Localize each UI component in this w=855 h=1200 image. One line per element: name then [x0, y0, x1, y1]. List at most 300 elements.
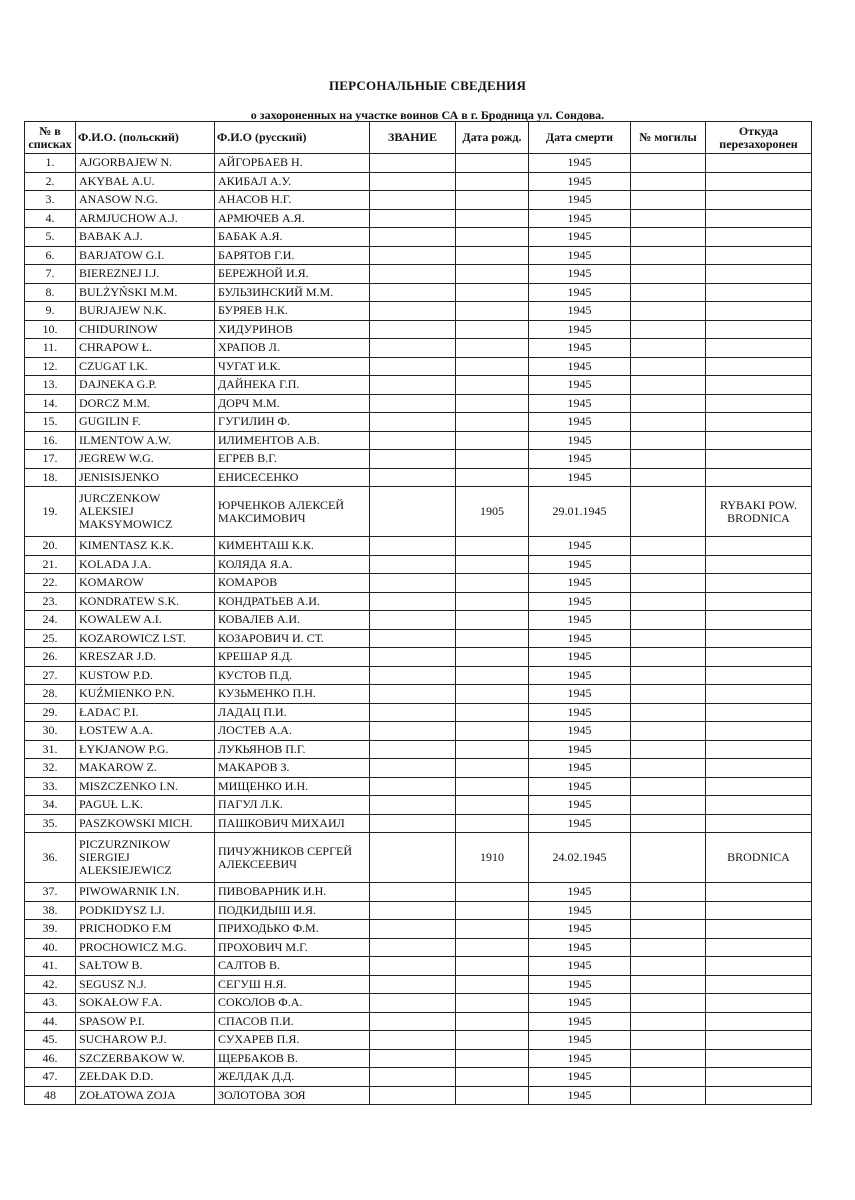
cell-name-pl: AKYBAŁ A.U. [76, 172, 215, 191]
cell-rank [370, 938, 456, 957]
table-row [25, 611, 812, 630]
cell-death: 1945 [529, 740, 631, 759]
cell-origin [706, 394, 812, 413]
cell-num: 28. [25, 685, 76, 704]
cell-birth [456, 611, 529, 630]
table-row [25, 975, 812, 994]
cell-name-ru: ПИЧУЖНИКОВ СЕРГЕЙ АЛЕКСЕЕВИЧ [215, 833, 370, 883]
cell-origin [706, 920, 812, 939]
table-row [25, 431, 812, 450]
cell-num: 11. [25, 339, 76, 358]
cell-origin [706, 994, 812, 1013]
cell-grave [631, 611, 706, 630]
col-header-birth: Дата рожд. [456, 122, 529, 154]
cell-grave [631, 209, 706, 228]
cell-num: 31. [25, 740, 76, 759]
cell-grave [631, 574, 706, 593]
cell-birth [456, 555, 529, 574]
cell-name-ru: БЕРЕЖНОЙ И.Я. [215, 265, 370, 284]
table-row [25, 920, 812, 939]
cell-death: 1945 [529, 629, 631, 648]
cell-name-pl: PASZKOWSKI MICH. [76, 814, 215, 833]
cell-rank [370, 796, 456, 815]
cell-name-pl: PICZURZNIKOW SIERGIEJ ALEKSIEJEWICZ [76, 833, 215, 883]
cell-birth [456, 648, 529, 667]
cell-grave [631, 1031, 706, 1050]
cell-rank [370, 666, 456, 685]
cell-origin [706, 1049, 812, 1068]
cell-name-pl: KIMENTASZ K.K. [76, 537, 215, 556]
table-row [25, 666, 812, 685]
cell-num: 18. [25, 468, 76, 487]
cell-num: 14. [25, 394, 76, 413]
cell-origin [706, 740, 812, 759]
cell-name-ru: ПРИХОДЬКО Ф.М. [215, 920, 370, 939]
cell-num: 21. [25, 555, 76, 574]
cell-name-pl: BARJATOW G.I. [76, 246, 215, 265]
table-row [25, 209, 812, 228]
cell-name-pl: KRESZAR J.D. [76, 648, 215, 667]
cell-grave [631, 592, 706, 611]
cell-name-pl: SEGUSZ N.J. [76, 975, 215, 994]
cell-birth: 1905 [456, 487, 529, 537]
table-row [25, 957, 812, 976]
cell-name-ru: КОНДРАТЬЕВ А.И. [215, 592, 370, 611]
cell-grave [631, 537, 706, 556]
table-row [25, 468, 812, 487]
cell-grave [631, 357, 706, 376]
cell-name-ru: БУРЯЕВ Н.К. [215, 302, 370, 321]
cell-name-pl: PIWOWARNIK I.N. [76, 883, 215, 902]
cell-death: 1945 [529, 1012, 631, 1031]
cell-name-ru: ХРАПОВ Л. [215, 339, 370, 358]
table-row [25, 1086, 812, 1105]
cell-grave [631, 413, 706, 432]
table-header-row [25, 122, 812, 154]
cell-birth [456, 265, 529, 284]
cell-origin [706, 957, 812, 976]
cell-death: 1945 [529, 555, 631, 574]
cell-grave [631, 450, 706, 469]
cell-death: 1945 [529, 1086, 631, 1105]
cell-origin [706, 265, 812, 284]
cell-origin [706, 246, 812, 265]
cell-rank [370, 975, 456, 994]
cell-name-ru: СПАСОВ П.И. [215, 1012, 370, 1031]
cell-name-ru: ИЛИМЕНТОВ А.В. [215, 431, 370, 450]
cell-grave [631, 901, 706, 920]
cell-name-ru: ПАГУЛ Л.К. [215, 796, 370, 815]
cell-death: 1945 [529, 339, 631, 358]
cell-birth [456, 1086, 529, 1105]
cell-num: 8. [25, 283, 76, 302]
table-row [25, 938, 812, 957]
cell-birth [456, 537, 529, 556]
cell-grave [631, 191, 706, 210]
cell-birth [456, 376, 529, 395]
cell-name-ru: ЩЕРБАКОВ В. [215, 1049, 370, 1068]
cell-grave [631, 1012, 706, 1031]
cell-rank [370, 487, 456, 537]
table-row [25, 283, 812, 302]
cell-death: 1945 [529, 357, 631, 376]
cell-death: 1945 [529, 246, 631, 265]
cell-rank [370, 431, 456, 450]
cell-num: 38. [25, 901, 76, 920]
cell-name-pl: KUSTOW P.D. [76, 666, 215, 685]
cell-grave [631, 154, 706, 173]
cell-name-ru: МИЩЕНКО И.Н. [215, 777, 370, 796]
cell-origin [706, 685, 812, 704]
table-row [25, 777, 812, 796]
cell-rank [370, 191, 456, 210]
cell-rank [370, 154, 456, 173]
cell-birth [456, 172, 529, 191]
cell-rank [370, 1049, 456, 1068]
table-row [25, 394, 812, 413]
cell-grave [631, 339, 706, 358]
cell-rank [370, 703, 456, 722]
cell-origin [706, 537, 812, 556]
cell-birth [456, 994, 529, 1013]
cell-origin [706, 796, 812, 815]
cell-death: 1945 [529, 883, 631, 902]
table-row [25, 302, 812, 321]
cell-num: 47. [25, 1068, 76, 1087]
cell-rank [370, 1012, 456, 1031]
cell-rank [370, 537, 456, 556]
cell-origin [706, 468, 812, 487]
table-row [25, 722, 812, 741]
cell-name-ru: КРЕШАР Я.Д. [215, 648, 370, 667]
table-row [25, 592, 812, 611]
cell-origin [706, 648, 812, 667]
cell-rank [370, 209, 456, 228]
cell-rank [370, 611, 456, 630]
table-row [25, 228, 812, 247]
cell-name-pl: MISZCZENKO I.N. [76, 777, 215, 796]
table-row [25, 537, 812, 556]
cell-name-pl: ILMENTOW A.W. [76, 431, 215, 450]
table-row [25, 1031, 812, 1050]
cell-birth: 1910 [456, 833, 529, 883]
cell-origin [706, 938, 812, 957]
cell-name-ru: ПОДКИДЫШ И.Я. [215, 901, 370, 920]
cell-name-ru: ГУГИЛИН Ф. [215, 413, 370, 432]
cell-name-ru: КУЗЬМЕНКО П.Н. [215, 685, 370, 704]
burial-table [24, 121, 812, 1105]
cell-birth [456, 357, 529, 376]
cell-grave [631, 394, 706, 413]
cell-name-ru: ЮРЧЕНКОВ АЛЕКСЕЙ МАКСИМОВИЧ [215, 487, 370, 537]
cell-name-pl: SUCHAROW P.J. [76, 1031, 215, 1050]
cell-name-pl: PROCHOWICZ M.G. [76, 938, 215, 957]
col-header-origin: Откуда перезахоронен [706, 122, 812, 154]
cell-num: 5. [25, 228, 76, 247]
cell-death: 1945 [529, 228, 631, 247]
cell-birth [456, 154, 529, 173]
cell-name-ru: КОЛЯДА Я.А. [215, 555, 370, 574]
cell-birth [456, 228, 529, 247]
cell-num: 2. [25, 172, 76, 191]
cell-origin: BRODNICA [706, 833, 812, 883]
cell-num: 13. [25, 376, 76, 395]
table-row [25, 265, 812, 284]
table-row [25, 1012, 812, 1031]
cell-grave [631, 228, 706, 247]
table-row [25, 648, 812, 667]
cell-death: 1945 [529, 592, 631, 611]
cell-death: 1945 [529, 450, 631, 469]
cell-birth [456, 629, 529, 648]
cell-name-ru: АЙГОРБАЕВ Н. [215, 154, 370, 173]
cell-grave [631, 796, 706, 815]
cell-birth [456, 975, 529, 994]
cell-num: 20. [25, 537, 76, 556]
cell-num: 41. [25, 957, 76, 976]
cell-num: 29. [25, 703, 76, 722]
cell-birth [456, 394, 529, 413]
cell-name-ru: СУХАРЕВ П.Я. [215, 1031, 370, 1050]
cell-name-pl: KOZAROWICZ I.ST. [76, 629, 215, 648]
cell-rank [370, 413, 456, 432]
cell-name-pl: KOLADA J.A. [76, 555, 215, 574]
cell-name-ru: КИМЕНТАШ К.К. [215, 537, 370, 556]
table-row [25, 413, 812, 432]
cell-death: 1945 [529, 283, 631, 302]
cell-death: 1945 [529, 703, 631, 722]
cell-grave [631, 759, 706, 778]
cell-name-pl: PAGUŁ L.K. [76, 796, 215, 815]
cell-rank [370, 740, 456, 759]
cell-rank [370, 833, 456, 883]
cell-birth [456, 283, 529, 302]
cell-num: 42. [25, 975, 76, 994]
cell-grave [631, 555, 706, 574]
cell-num: 30. [25, 722, 76, 741]
table-row [25, 246, 812, 265]
cell-name-ru: ЛАДАЦ П.И. [215, 703, 370, 722]
cell-grave [631, 648, 706, 667]
cell-name-ru: КОЗАРОВИЧ И. СТ. [215, 629, 370, 648]
cell-birth [456, 722, 529, 741]
cell-death: 1945 [529, 666, 631, 685]
cell-name-pl: GUGILIN F. [76, 413, 215, 432]
cell-name-ru: ПИВОВАРНИК И.Н. [215, 883, 370, 902]
cell-origin [706, 339, 812, 358]
cell-grave [631, 468, 706, 487]
cell-rank [370, 574, 456, 593]
table-row [25, 814, 812, 833]
cell-rank [370, 302, 456, 321]
table-row [25, 759, 812, 778]
cell-rank [370, 648, 456, 667]
cell-rank [370, 394, 456, 413]
cell-name-pl: ANASOW N.G. [76, 191, 215, 210]
col-header-death: Дата смерти [529, 122, 631, 154]
cell-grave [631, 376, 706, 395]
cell-name-pl: BURJAJEW N.K. [76, 302, 215, 321]
table-row [25, 320, 812, 339]
cell-name-ru: БУЛЬЗИНСКИЙ М.М. [215, 283, 370, 302]
cell-num: 7. [25, 265, 76, 284]
cell-death: 1945 [529, 648, 631, 667]
cell-num: 15. [25, 413, 76, 432]
cell-num: 24. [25, 611, 76, 630]
cell-origin [706, 283, 812, 302]
cell-rank [370, 265, 456, 284]
cell-birth [456, 920, 529, 939]
cell-num: 22. [25, 574, 76, 593]
cell-num: 32. [25, 759, 76, 778]
cell-origin [706, 431, 812, 450]
cell-grave [631, 629, 706, 648]
cell-birth [456, 468, 529, 487]
cell-num: 4. [25, 209, 76, 228]
cell-birth [456, 246, 529, 265]
cell-birth [456, 685, 529, 704]
table-row [25, 376, 812, 395]
cell-death: 1945 [529, 777, 631, 796]
cell-death: 29.01.1945 [529, 487, 631, 537]
cell-death: 1945 [529, 265, 631, 284]
cell-num: 45. [25, 1031, 76, 1050]
cell-name-pl: SZCZERBAKOW W. [76, 1049, 215, 1068]
cell-birth [456, 1012, 529, 1031]
cell-death: 1945 [529, 431, 631, 450]
cell-num: 10. [25, 320, 76, 339]
cell-birth [456, 1031, 529, 1050]
cell-grave [631, 487, 706, 537]
cell-name-pl: JEGREW W.G. [76, 450, 215, 469]
cell-origin [706, 611, 812, 630]
cell-name-pl: SOKAŁOW F.A. [76, 994, 215, 1013]
cell-name-pl: AJGORBAJEW N. [76, 154, 215, 173]
cell-name-pl: JENISISJENKO [76, 468, 215, 487]
cell-rank [370, 994, 456, 1013]
table-body [25, 154, 812, 1105]
cell-origin [706, 574, 812, 593]
cell-origin [706, 172, 812, 191]
cell-name-pl: SPASOW P.I. [76, 1012, 215, 1031]
cell-death: 1945 [529, 759, 631, 778]
cell-birth [456, 320, 529, 339]
cell-rank [370, 1068, 456, 1087]
cell-death: 1945 [529, 1031, 631, 1050]
cell-rank [370, 777, 456, 796]
cell-grave [631, 666, 706, 685]
cell-name-ru: КОВАЛЕВ А.И. [215, 611, 370, 630]
cell-num: 12. [25, 357, 76, 376]
cell-num: 16. [25, 431, 76, 450]
cell-birth [456, 814, 529, 833]
table-row [25, 1049, 812, 1068]
cell-num: 36. [25, 833, 76, 883]
cell-origin [706, 592, 812, 611]
cell-birth [456, 883, 529, 902]
cell-grave [631, 265, 706, 284]
cell-origin [706, 722, 812, 741]
cell-num: 37. [25, 883, 76, 902]
cell-name-pl: MAKAROW Z. [76, 759, 215, 778]
cell-name-ru: ПРОХОВИЧ М.Г. [215, 938, 370, 957]
cell-num: 3. [25, 191, 76, 210]
cell-origin [706, 320, 812, 339]
cell-name-pl: SAŁTOW B. [76, 957, 215, 976]
cell-rank [370, 1031, 456, 1050]
cell-origin [706, 357, 812, 376]
page-subtitle: о захороненных на участке воинов СА в г. Бродница ул. Сондова. [250, 108, 605, 122]
table-row [25, 703, 812, 722]
cell-rank [370, 320, 456, 339]
cell-name-pl: JURCZENKOW ALEKSIEJ MAKSYMOWICZ [76, 487, 215, 537]
cell-origin [706, 376, 812, 395]
cell-origin [706, 883, 812, 902]
cell-num: 48 [25, 1086, 76, 1105]
cell-origin [706, 629, 812, 648]
cell-death: 1945 [529, 975, 631, 994]
cell-name-pl: ŁOSTEW A.A. [76, 722, 215, 741]
cell-rank [370, 376, 456, 395]
cell-num: 35. [25, 814, 76, 833]
cell-origin [706, 777, 812, 796]
cell-num: 27. [25, 666, 76, 685]
cell-death: 1945 [529, 154, 631, 173]
table-row [25, 1068, 812, 1087]
cell-grave [631, 1086, 706, 1105]
cell-rank [370, 339, 456, 358]
cell-origin [706, 1031, 812, 1050]
table-row [25, 574, 812, 593]
cell-grave [631, 1049, 706, 1068]
table-row [25, 685, 812, 704]
cell-name-ru: СОКОЛОВ Ф.А. [215, 994, 370, 1013]
cell-birth [456, 759, 529, 778]
cell-name-ru: БАБАК А.Я. [215, 228, 370, 247]
cell-name-ru: КОМАРОВ [215, 574, 370, 593]
cell-birth [456, 1049, 529, 1068]
cell-birth [456, 796, 529, 815]
cell-death: 1945 [529, 320, 631, 339]
table-row [25, 833, 812, 883]
cell-origin [706, 975, 812, 994]
cell-death: 1945 [529, 172, 631, 191]
table-row [25, 172, 812, 191]
cell-num: 34. [25, 796, 76, 815]
cell-origin [706, 191, 812, 210]
cell-num: 44. [25, 1012, 76, 1031]
cell-grave [631, 883, 706, 902]
cell-name-ru: АКИБАЛ А.У. [215, 172, 370, 191]
table-row [25, 191, 812, 210]
cell-name-ru: ПАШКОВИЧ МИХАИЛ [215, 814, 370, 833]
cell-origin [706, 154, 812, 173]
cell-grave [631, 938, 706, 957]
cell-origin [706, 814, 812, 833]
cell-grave [631, 172, 706, 191]
cell-birth [456, 302, 529, 321]
cell-name-pl: PRICHODKO F.M [76, 920, 215, 939]
cell-death: 1945 [529, 209, 631, 228]
cell-death: 1945 [529, 468, 631, 487]
cell-name-ru: АРМЮЧЕВ А.Я. [215, 209, 370, 228]
cell-num: 33. [25, 777, 76, 796]
cell-rank [370, 246, 456, 265]
cell-grave [631, 814, 706, 833]
cell-origin [706, 302, 812, 321]
cell-rank [370, 228, 456, 247]
cell-death: 1945 [529, 302, 631, 321]
